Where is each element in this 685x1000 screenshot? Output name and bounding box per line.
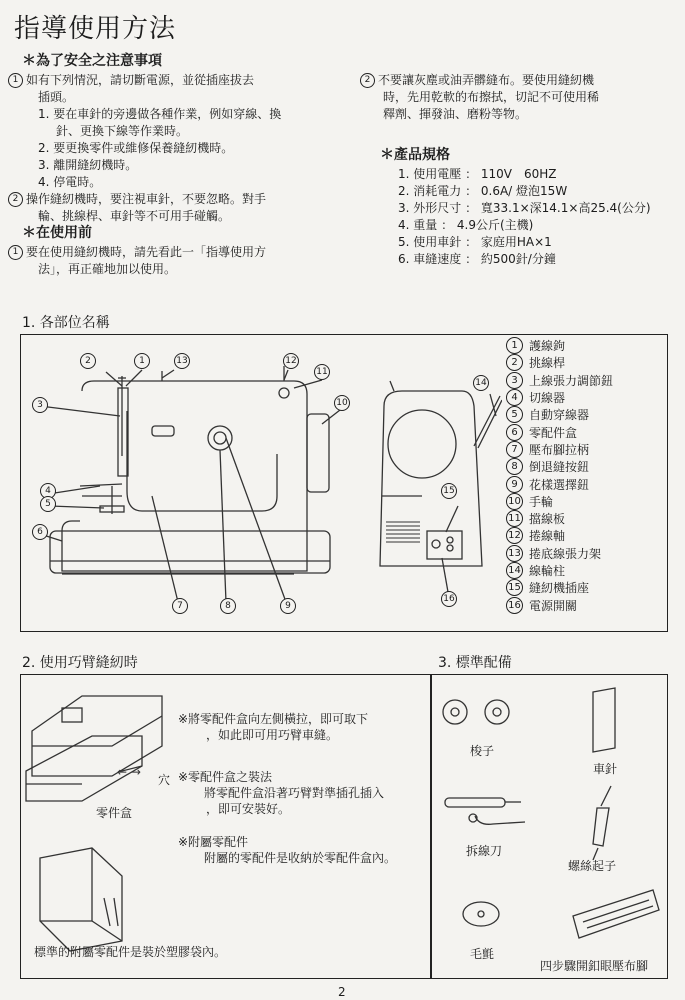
legend-label: 縫紉機插座 (529, 581, 590, 596)
dust-note (360, 72, 594, 88)
legend-item (506, 545, 613, 562)
legend-item (506, 579, 613, 596)
safety-heading: ＊為了安全之注意事項 (22, 53, 162, 69)
free-arm-note-2c: ，即可安裝好。 (206, 802, 291, 816)
bag-note: 標準的附屬零配件是裝於塑膠袋內。 (34, 945, 227, 959)
dust-line-1: 不要讓灰塵或油弄髒縫布。要使用縫紉機 (378, 73, 595, 87)
spec-row: 2. 消耗電力 ： 0.6A/ 燈泡15W (398, 184, 568, 198)
legend-num: 14 (506, 562, 523, 579)
free-arm-note-2b: 將零配件盒沿著巧臂對準插孔插入 (204, 786, 385, 800)
legend-label: 零配件盒 (529, 425, 578, 440)
accessory-box-label: 零件盒 (96, 806, 133, 820)
legend-item (506, 337, 613, 354)
page-title: 指導使用方法 (14, 14, 177, 44)
legend-label: 挑線桿 (529, 356, 566, 371)
legend-item (506, 441, 613, 458)
legend-item (506, 372, 613, 389)
specs-heading: ＊產品規格 (380, 147, 450, 163)
callout: 5 (40, 496, 56, 512)
accessory-bobbin: 梭子 (470, 744, 495, 758)
callout: 4 (40, 483, 56, 499)
callout: 1 (134, 353, 150, 369)
number-circle: 2 (360, 73, 375, 88)
safety-item-2 (8, 191, 266, 207)
callout: 12 (283, 353, 299, 369)
legend-item (506, 406, 613, 423)
legend-item (506, 475, 613, 492)
safety-sub-3: 3. 離開縫紉機時。 (38, 158, 138, 172)
free-arm-note-3b: 附屬的零配件是收納於零配件盒內。 (204, 851, 397, 865)
legend-num: 2 (506, 354, 523, 371)
legend-num: 3 (506, 372, 523, 389)
legend-label: 電源開關 (529, 598, 578, 613)
legend-label: 自動穿線器 (529, 408, 590, 423)
accessories-illustration (433, 676, 666, 976)
legend-label: 上線張力調節鈕 (529, 373, 614, 388)
free-arm-note-1b: ，如此即可用巧臂車縫。 (206, 728, 339, 742)
legend-item (506, 596, 613, 613)
spec-row: 3. 外形尺寸 ： 寬33.1×深14.1×高25.4(公分) (398, 201, 651, 215)
legend-label: 捲線軸 (529, 529, 566, 544)
legend-label: 捲底線張力架 (529, 546, 602, 561)
legend-label: 花樣選擇鈕 (529, 477, 590, 492)
spec-row: 5. 使用車針 ： 家庭用HA×1 (398, 235, 552, 249)
legend-item (506, 458, 613, 475)
legend-label: 壓布腳拉柄 (529, 442, 590, 457)
safety-item-1-line-2: 插頭。 (38, 90, 75, 104)
legend-label: 擋線板 (529, 512, 566, 527)
legend-num: 11 (506, 510, 523, 527)
safety-sub-1: 1. 要在車針的旁邊做各種作業，例如穿線、換 (38, 107, 282, 121)
legend-item (506, 493, 613, 510)
free-arm-illustration (22, 676, 182, 976)
safety-item-2-line-2: 輪、挑線桿、車針等不可用手碰觸。 (38, 209, 231, 223)
callout: 15 (441, 483, 457, 499)
legend-label: 線輪柱 (529, 564, 566, 578)
legend-label: 護線鉤 (529, 339, 566, 354)
safety-sub-1-cont: 針、更換下線等作業時。 (56, 124, 189, 138)
accessory-felt: 毛氈 (470, 947, 495, 961)
parts-heading: 1. 各部位名稱 (22, 315, 110, 331)
safety-sub-2: 2. 要更換零件或維修保養縫紉機時。 (38, 141, 234, 155)
callout: 11 (314, 364, 330, 380)
before-use-item (8, 244, 266, 260)
legend-label: 手輪 (529, 494, 554, 509)
accessory-seam-ripper: 拆線刀 (466, 844, 503, 858)
legend-num: 9 (506, 476, 523, 493)
callout: 6 (32, 524, 48, 540)
legend-num: 5 (506, 406, 523, 423)
legend-num: 7 (506, 441, 523, 458)
legend-num: 12 (506, 527, 523, 544)
safety-sub-4: 4. 停電時。 (38, 175, 102, 189)
accessories-heading: 3. 標準配備 (438, 655, 512, 671)
before-use-heading: ＊在使用前 (22, 225, 92, 241)
legend-item (506, 389, 613, 406)
parts-legend (506, 337, 613, 614)
accessory-screwdriver: 螺絲起子 (568, 859, 617, 873)
legend-num: 13 (506, 545, 523, 562)
legend-num: 4 (506, 389, 523, 406)
spec-row: 4. 重量 ： 4.9公斤(主機) (398, 218, 534, 232)
dust-line-3: 釋劑、揮發油、磨粉等物。 (383, 107, 528, 121)
safety-item-2-line-1: 操作縫紉機時，要注視車針，不要忽略。對手 (26, 192, 267, 206)
legend-num: 6 (506, 424, 523, 441)
legend-item (506, 527, 613, 544)
legend-item (506, 423, 613, 440)
spec-row: 6. 車縫速度 ： 約500針/分鐘 (398, 252, 556, 266)
free-arm-heading: 2. 使用巧臂縫紉時 (22, 655, 138, 671)
legend-num: 16 (506, 597, 523, 614)
legend-num: 10 (506, 493, 523, 510)
callout: 2 (80, 353, 96, 369)
number-circle: 2 (8, 192, 23, 207)
before-use-line-1: 要在使用縫紉機時，請先看此一「指導使用方 (26, 245, 267, 259)
callout: 14 (473, 375, 489, 391)
number-circle: 1 (8, 245, 23, 260)
legend-label: 倒退縫按鈕 (529, 460, 590, 475)
free-arm-note-1: ※將零配件盒向左側橫拉，即可取下 (178, 712, 369, 726)
safety-item-1-line-1: 如有下列情況，請切斷電源，並從插座拔去 (26, 73, 255, 87)
page-number: 2 (338, 985, 346, 999)
callout: 13 (174, 353, 190, 369)
accessory-needle: 車針 (593, 762, 618, 776)
before-use-line-2: 法」，再正確地加以使用。 (38, 262, 177, 276)
legend-num: 1 (506, 337, 523, 354)
callout: 10 (334, 395, 350, 411)
hole-label: 穴 (158, 773, 171, 787)
callout: 8 (220, 598, 236, 614)
callout: 7 (172, 598, 188, 614)
spec-row: 1. 使用電壓 ： 110V 60HZ (398, 167, 557, 181)
svg-text:← →: ← → (117, 765, 141, 779)
callout: 3 (32, 397, 48, 413)
legend-label: 切線器 (529, 391, 566, 406)
free-arm-note-3: ※附屬零配件 (178, 835, 249, 849)
number-circle: 1 (8, 73, 23, 88)
accessory-buttonhole-foot: 四步驟開釦眼壓布腳 (540, 959, 649, 973)
legend-num: 15 (506, 579, 523, 596)
callout: 9 (280, 598, 296, 614)
safety-item-1 (8, 72, 254, 88)
callout: 16 (441, 591, 457, 607)
legend-num: 8 (506, 458, 523, 475)
dust-line-2: 時，先用乾軟的布擦拭，切記不可使用稀 (383, 90, 600, 104)
legend-item (506, 510, 613, 527)
sewing-machine-illustration (22, 336, 502, 630)
free-arm-note-2: ※零配件盒之裝法 (178, 770, 273, 784)
legend-item (506, 562, 613, 579)
legend-item (506, 354, 613, 371)
